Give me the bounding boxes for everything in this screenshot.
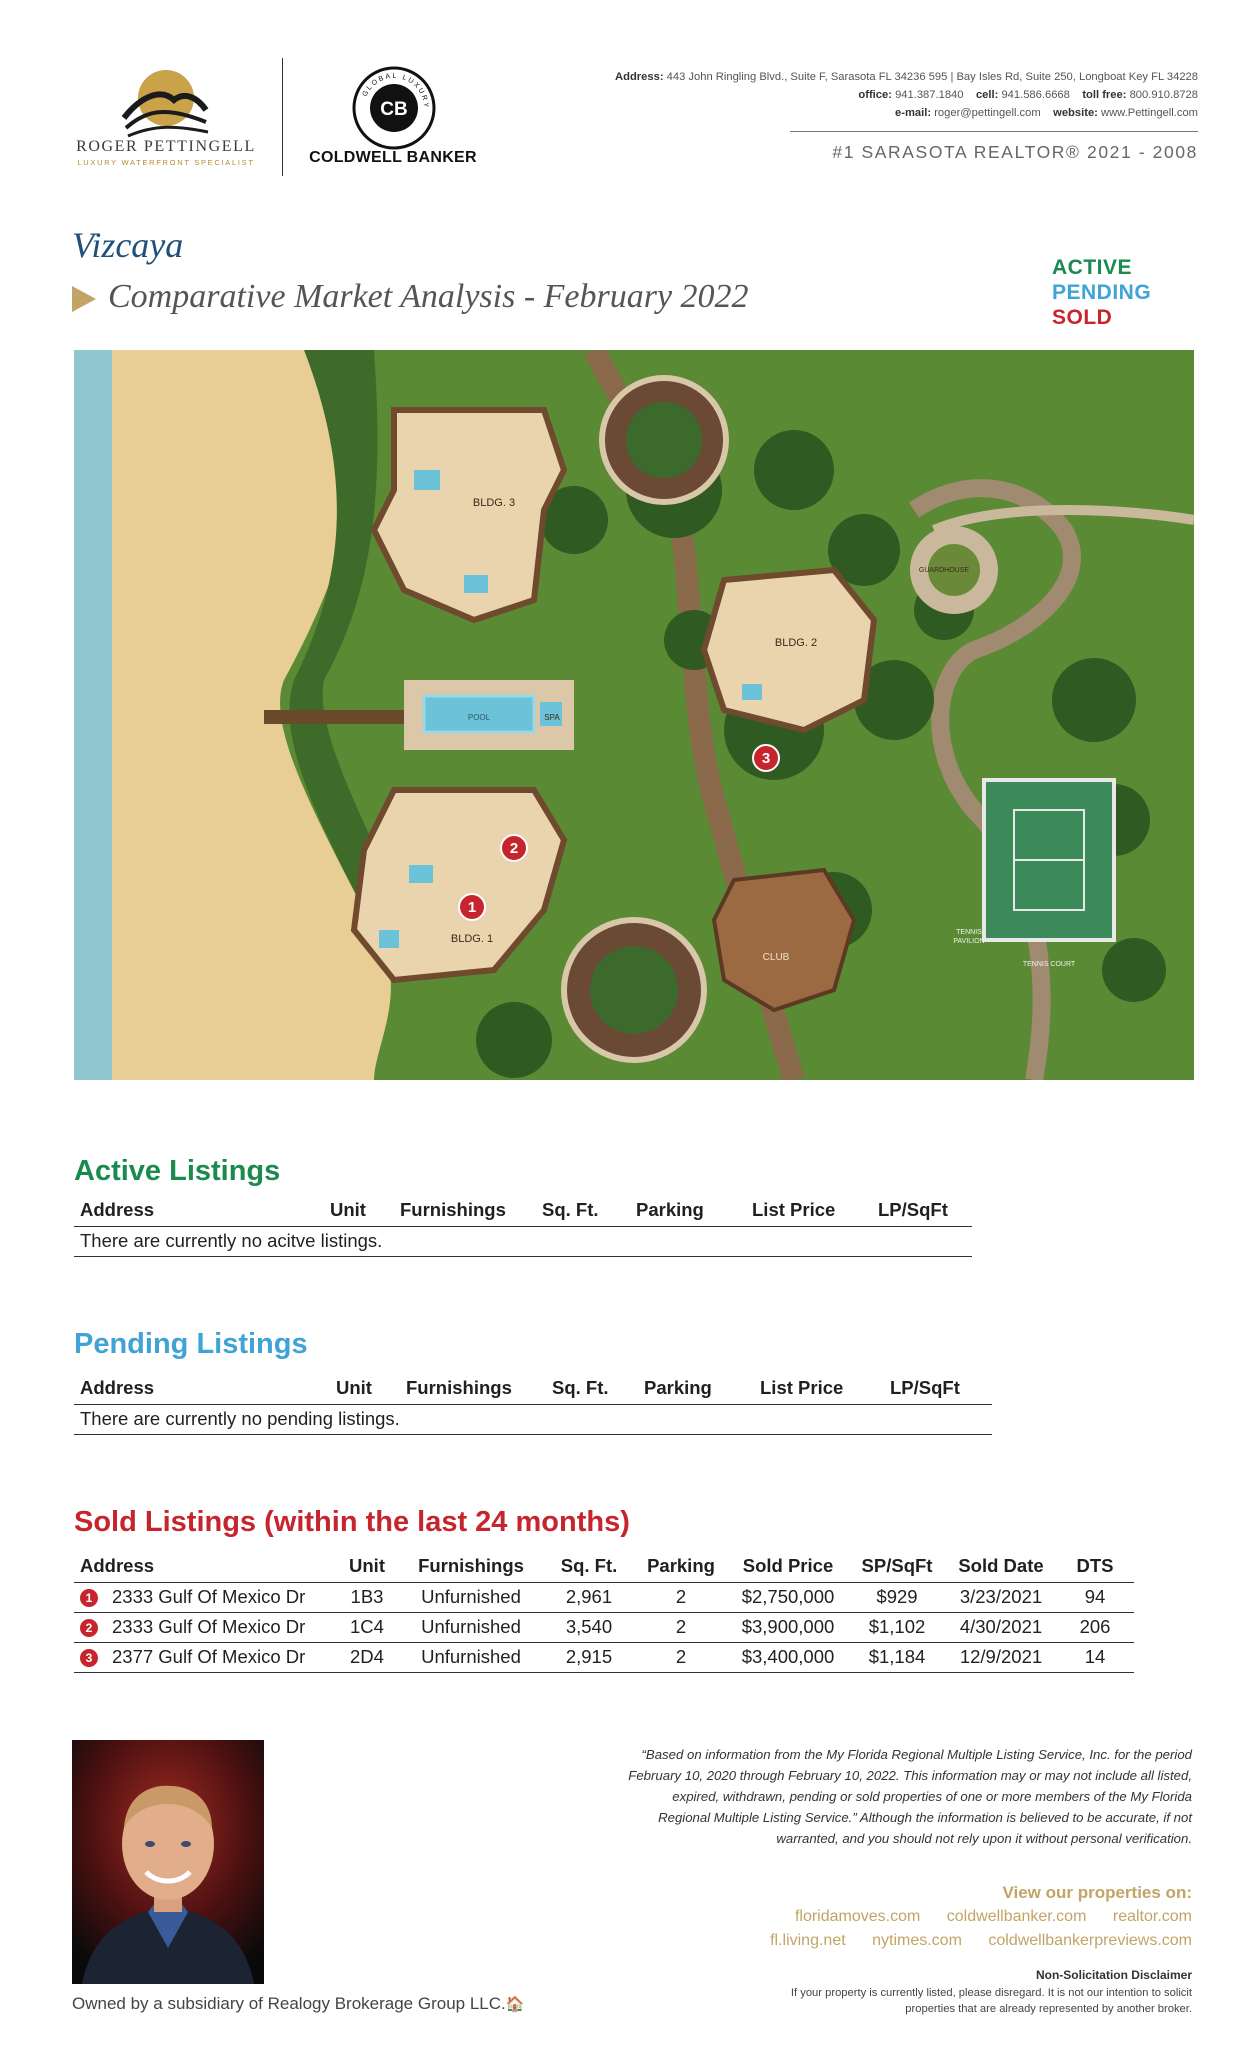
- cell-label: cell:: [975, 89, 999, 101]
- agent-photo: [72, 1740, 264, 1984]
- col-unit: Unit: [336, 1550, 400, 1582]
- sold-furnishings: Unfurnished: [400, 1612, 544, 1642]
- sold-price-per-sqft: $1,184: [850, 1642, 946, 1672]
- col-address: Address: [74, 1372, 330, 1404]
- legend-sold: SOLD: [1052, 306, 1113, 329]
- table-row: [74, 1226, 972, 1256]
- email-label: e-mail:: [895, 107, 932, 119]
- table-row: [74, 1612, 1134, 1642]
- equal-housing-icon: 🏠: [505, 1996, 525, 2013]
- sold-listings-heading: Sold Listings (within the last 24 months): [74, 1506, 630, 1538]
- sold-unit: 2D4: [336, 1642, 400, 1672]
- sold-address-cell: [74, 1582, 336, 1612]
- contact-address: [615, 71, 1198, 83]
- property-sites-row-2: [750, 1932, 1192, 1950]
- email-value[interactable]: roger@pettingell.com: [934, 107, 1041, 119]
- website-value[interactable]: www.Pettingell.com: [1101, 107, 1198, 119]
- play-arrow-icon: [72, 286, 96, 312]
- col-lp-sqft: LP/SqFt: [884, 1372, 992, 1404]
- col-parking: Parking: [638, 1372, 754, 1404]
- office-phone: 941.387.1840: [895, 89, 964, 101]
- tollfree-phone: 800.910.8728: [1129, 89, 1198, 101]
- col-unit: Unit: [330, 1372, 400, 1404]
- active-listings-heading: Active Listings: [74, 1155, 281, 1187]
- sold-parking: 2: [636, 1612, 728, 1642]
- sold-price-per-sqft: $1,102: [850, 1612, 946, 1642]
- contact-phones: [858, 89, 1198, 101]
- col-sold-date: Sold Date: [946, 1550, 1058, 1582]
- website-label: website:: [1053, 107, 1098, 119]
- office-label: office:: [858, 89, 892, 101]
- table-row: [74, 1582, 1134, 1612]
- col-sold-price: Sold Price: [728, 1550, 850, 1582]
- tennis-pavilion-label-2: PAVILION: [953, 938, 985, 945]
- contact-email-web: [895, 107, 1198, 119]
- site-link[interactable]: realtor.com: [1112, 1908, 1192, 1925]
- active-empty-message: There are currently no acitve listings.: [74, 1226, 972, 1256]
- sold-date: 4/30/2021: [946, 1612, 1058, 1642]
- pending-empty-message: There are currently no pending listings.: [74, 1404, 992, 1434]
- view-properties-heading: View our properties on:: [1002, 1883, 1192, 1902]
- site-link[interactable]: floridamoves.com: [794, 1908, 921, 1925]
- site-link[interactable]: coldwellbanker.com: [946, 1908, 1087, 1925]
- col-lp-sqft: LP/SqFt: [872, 1194, 972, 1226]
- realogy-ownership-note: [72, 1994, 524, 2014]
- mls-disclaimer: “Based on information from the My Florida Regional Multiple Listing Service, Inc. for the period February 10, 2020 through February 10, 2022. This information may or may not include all listed, expired, withdrawn, pending or sold properties of one or more members of the My Florida Regional Multiple Listing Service.” Although the information is believed to be accurate, if not warranted, and you should not rely upon it without personal verification.: [628, 1747, 1192, 1846]
- bldg2-label: BLDG. 2: [774, 637, 818, 649]
- col-address: Address: [74, 1550, 336, 1582]
- col-unit: Unit: [324, 1194, 394, 1226]
- table-header-row: [74, 1372, 992, 1404]
- cb-monogram: CB: [380, 99, 408, 120]
- header-rule: [790, 131, 1198, 132]
- pettingell-tagline: LUXURY WATERFRONT SPECIALIST: [77, 158, 255, 167]
- table-header-row: [74, 1194, 972, 1226]
- coldwell-banker-global-luxury-logo: [352, 66, 436, 150]
- sold-unit: 1C4: [336, 1612, 400, 1642]
- sold-address: 2333 Gulf Of Mexico Dr: [112, 1586, 306, 1607]
- col-dts: DTS: [1058, 1550, 1134, 1582]
- sold-price-per-sqft: $929: [850, 1582, 946, 1612]
- col-list-price: List Price: [754, 1372, 884, 1404]
- marker-1: 1: [467, 899, 477, 916]
- listing-number-badge: 1: [80, 1589, 98, 1607]
- realtor-rank: #1 SARASOTA REALTOR® 2021 - 2008: [832, 142, 1198, 162]
- header-divider: [282, 58, 283, 176]
- report-subtitle: Comparative Market Analysis - February 2022: [108, 278, 749, 315]
- table-header-row: [74, 1550, 1134, 1582]
- realogy-text: Owned by a subsidiary of Realogy Brokerage Group LLC.: [72, 1994, 506, 2013]
- col-list-price: List Price: [746, 1194, 872, 1226]
- sold-address: 2333 Gulf Of Mexico Dr: [112, 1616, 306, 1637]
- sold-dts: 94: [1058, 1582, 1134, 1612]
- listing-number-badge: 2: [80, 1619, 98, 1637]
- col-parking: Parking: [630, 1194, 746, 1226]
- col-parking: Parking: [636, 1550, 728, 1582]
- table-row: [74, 1642, 1134, 1672]
- col-sqft: Sq. Ft.: [546, 1372, 638, 1404]
- sold-price: $3,900,000: [728, 1612, 850, 1642]
- legend-pending: PENDING: [1052, 281, 1152, 304]
- pettingell-brand-name: ROGER PETTINGELL: [76, 138, 256, 155]
- sold-address-cell: [74, 1612, 336, 1642]
- col-furnishings: Furnishings: [400, 1372, 546, 1404]
- active-listings-table: [74, 1194, 972, 1257]
- marker-3: 3: [761, 750, 771, 767]
- sold-date: 3/23/2021: [946, 1582, 1058, 1612]
- non-solicitation-heading: Non-Solicitation Disclaimer: [1035, 1968, 1192, 1982]
- col-sqft: Sq. Ft.: [544, 1550, 636, 1582]
- sold-dts: 206: [1058, 1612, 1134, 1642]
- tennis-court-label: TENNIS COURT: [1022, 961, 1076, 968]
- sold-price: $3,400,000: [728, 1642, 850, 1672]
- sold-price: $2,750,000: [728, 1582, 850, 1612]
- site-link[interactable]: nytimes.com: [872, 1932, 962, 1949]
- coldwell-banker-name: COLDWELL BANKER: [309, 149, 477, 166]
- pettingell-logo: [66, 66, 266, 172]
- sold-address: 2377 Gulf Of Mexico Dr: [112, 1646, 306, 1667]
- col-furnishings: Furnishings: [394, 1194, 536, 1226]
- vizcaya-site-plan: [74, 350, 1194, 1080]
- col-address: Address: [74, 1194, 324, 1226]
- sold-sqft: 3,540: [544, 1612, 636, 1642]
- community-title: Vizcaya: [72, 225, 184, 265]
- col-furnishings: Furnishings: [400, 1550, 544, 1582]
- property-sites-row-1: [775, 1908, 1192, 1926]
- sold-address-cell: [74, 1642, 336, 1672]
- address-label: Address:: [615, 71, 664, 83]
- pending-listings-table: [74, 1372, 992, 1435]
- sold-furnishings: Unfurnished: [400, 1642, 544, 1672]
- address-value: 443 John Ringling Blvd., Suite F, Sarasota FL 34236 595 | Bay Isles Rd, Suite 250, Longboat Key FL 34228: [666, 71, 1198, 83]
- bldg3-label: BLDG. 3: [472, 497, 516, 509]
- tennis-pavilion-label-1: TENNIS: [956, 929, 982, 936]
- guardhouse-label: GUARDHOUSE: [918, 567, 970, 574]
- col-sqft: Sq. Ft.: [536, 1194, 630, 1226]
- pool-label: POOL: [467, 713, 491, 722]
- legend-active: ACTIVE: [1052, 256, 1133, 279]
- sold-unit: 1B3: [336, 1582, 400, 1612]
- sold-parking: 2: [636, 1582, 728, 1612]
- non-solicitation-text: If your property is currently listed, please disregard. It is not our intention to solicit properties that are already represented by another broker.: [790, 1987, 1192, 2015]
- pending-listings-heading: Pending Listings: [74, 1328, 308, 1360]
- sold-listings-table: [74, 1550, 1134, 1673]
- site-link[interactable]: coldwellbankerpreviews.com: [988, 1932, 1192, 1949]
- sold-parking: 2: [636, 1642, 728, 1672]
- sold-furnishings: Unfurnished: [400, 1582, 544, 1612]
- cb-ring-text: GLOBAL LUXURY: [361, 72, 430, 110]
- club-label: CLUB: [762, 952, 790, 963]
- sold-sqft: 2,961: [544, 1582, 636, 1612]
- cell-phone: 941.586.6668: [1001, 89, 1070, 101]
- bldg1-label: BLDG. 1: [450, 933, 494, 945]
- spa-label: SPA: [544, 713, 560, 722]
- col-sp-sqft: SP/SqFt: [850, 1550, 946, 1582]
- site-link[interactable]: fl.living.net: [770, 1932, 846, 1949]
- table-row: [74, 1404, 992, 1434]
- sold-date: 12/9/2021: [946, 1642, 1058, 1672]
- sold-dts: 14: [1058, 1642, 1134, 1672]
- listing-number-badge: 3: [80, 1649, 98, 1667]
- sold-sqft: 2,915: [544, 1642, 636, 1672]
- tollfree-label: toll free:: [1082, 89, 1127, 101]
- marker-2: 2: [509, 840, 519, 857]
